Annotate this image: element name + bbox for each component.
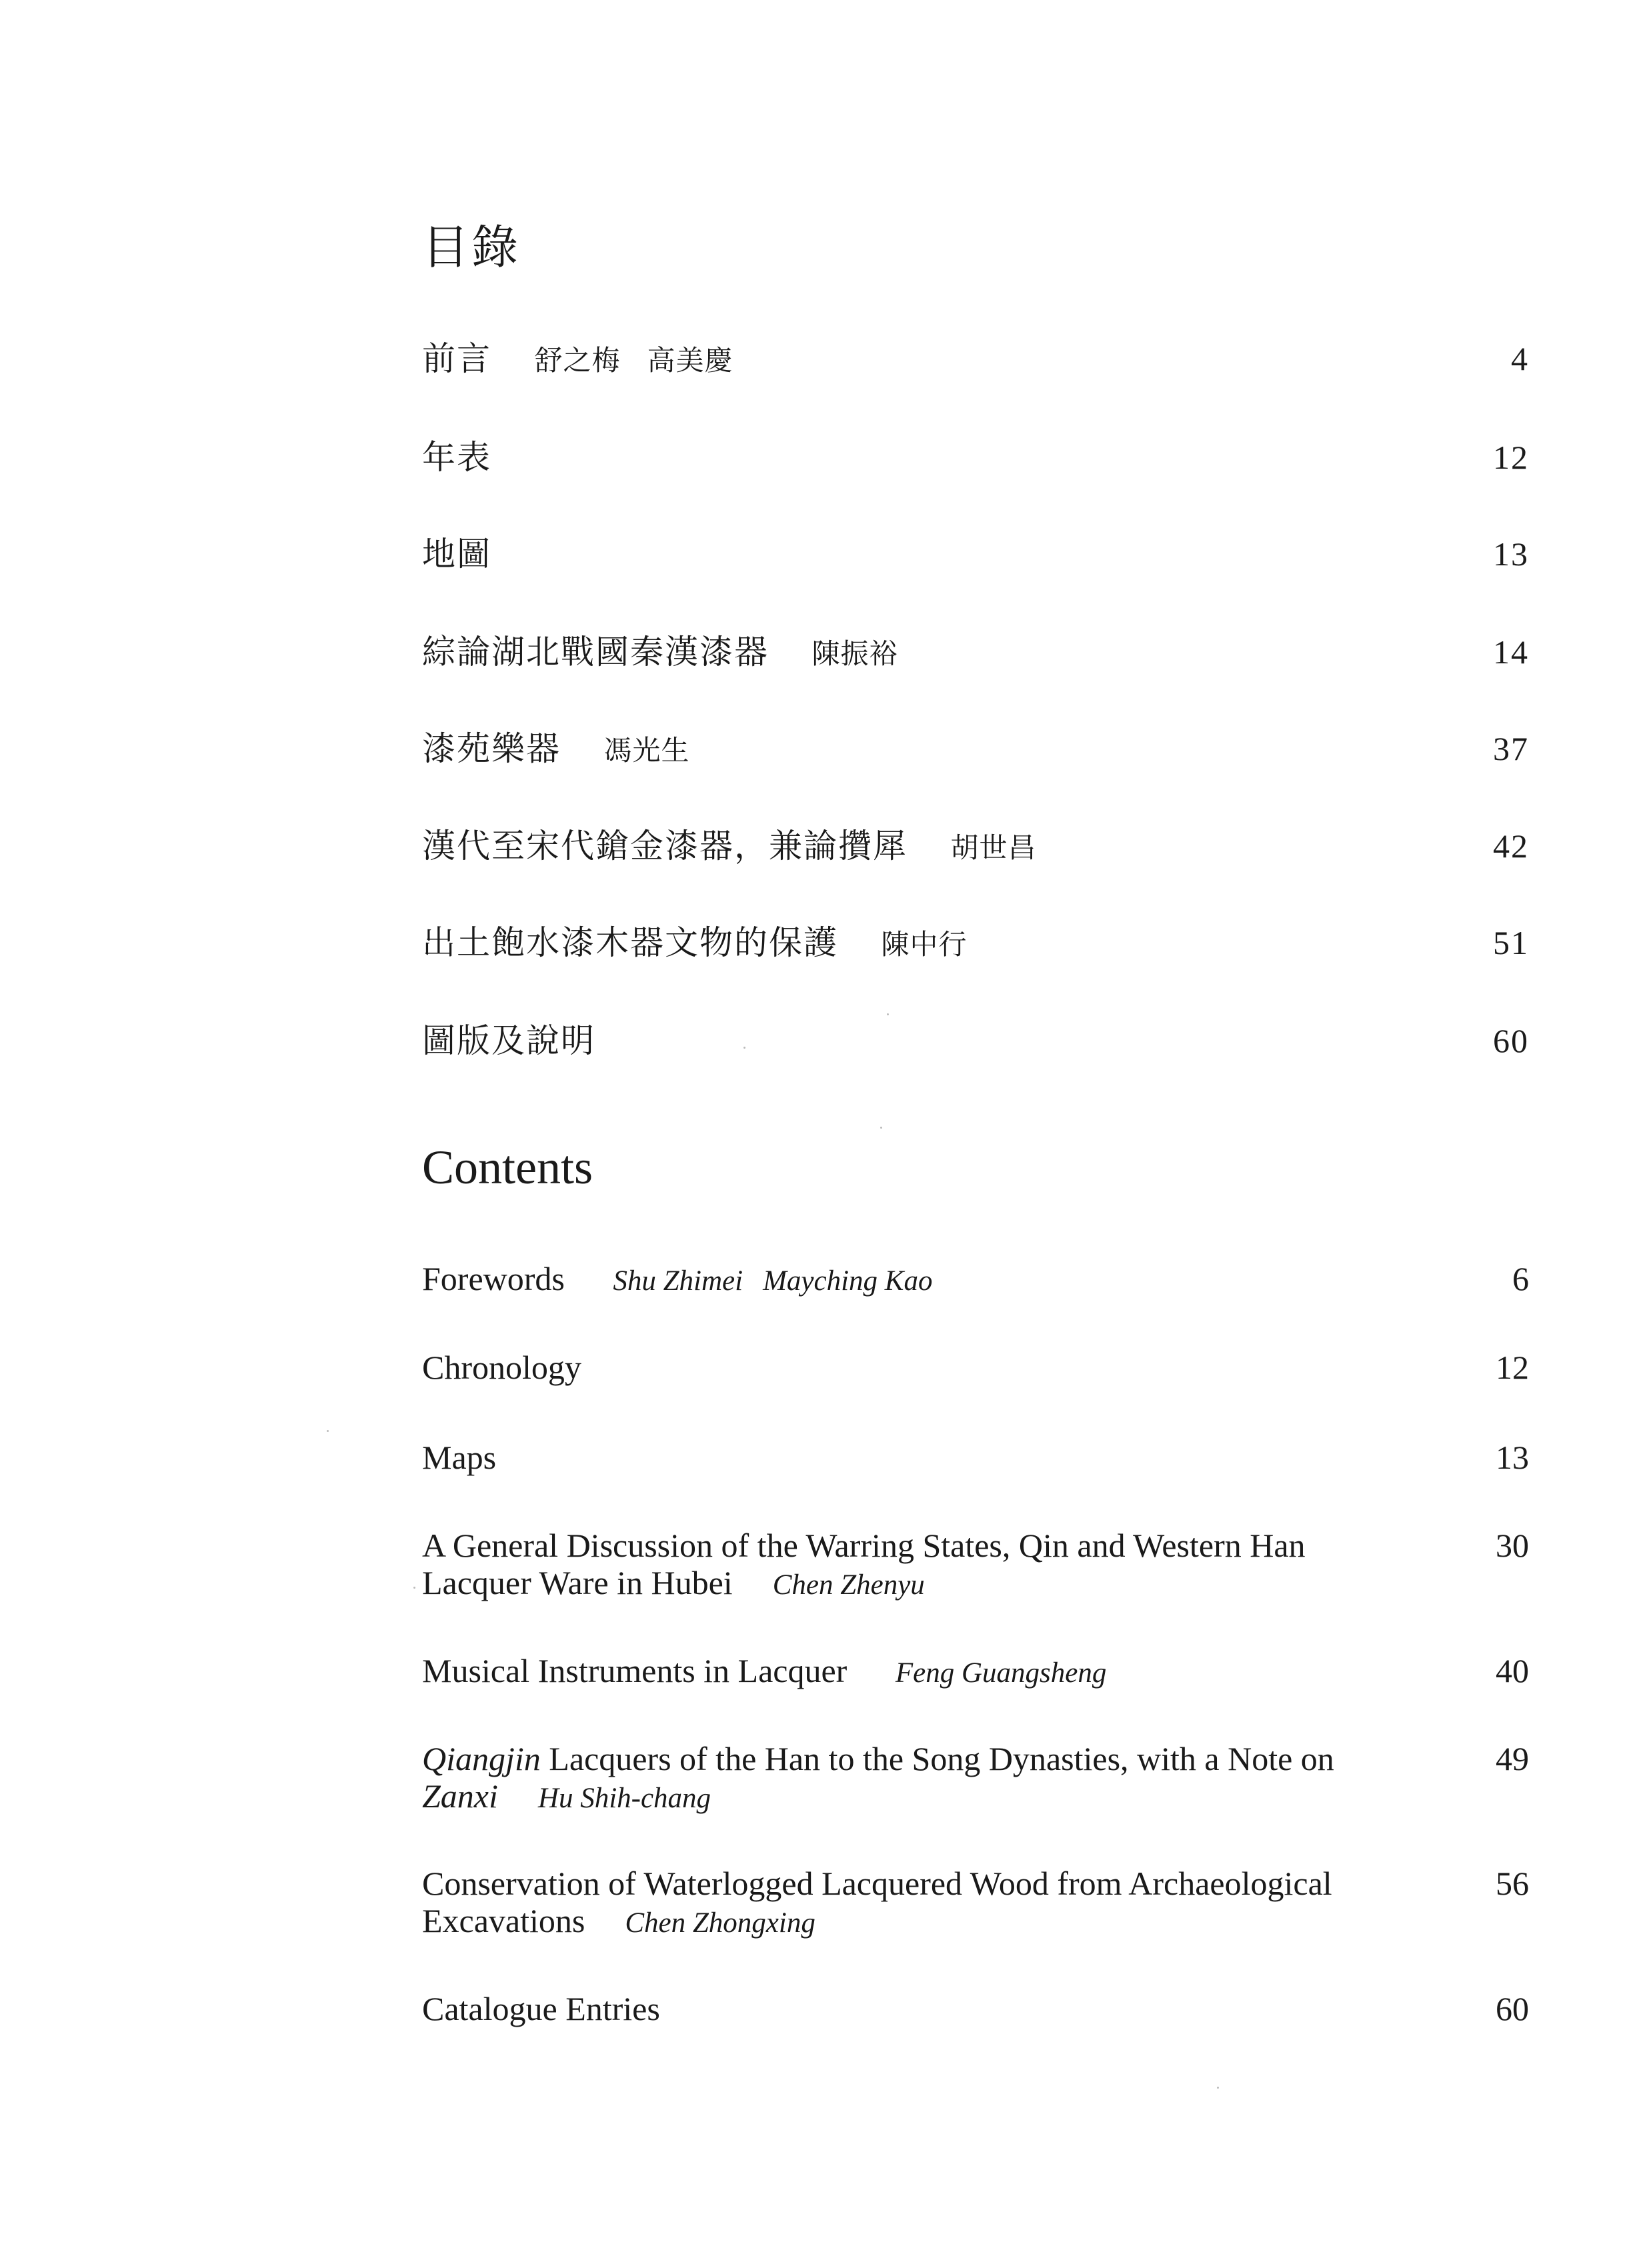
- scan-speck: [880, 1127, 882, 1129]
- en-contents-heading: Contents: [422, 1141, 593, 1194]
- entry-title-line2: [422, 1902, 1382, 1942]
- scan-speck: [887, 1013, 889, 1015]
- zh-entry-qiangjin: [422, 827, 1529, 867]
- en-entry-catalogue: [422, 1990, 1529, 2027]
- entry-title: 漆苑樂器: [422, 730, 561, 767]
- entry-authors: [535, 346, 733, 377]
- entry-page-number: 13: [1496, 1439, 1529, 1476]
- en-entry-conservation: [422, 1865, 1529, 1942]
- zh-entry-chronology: [422, 439, 1529, 476]
- entry-title: Lacquers of the Han to the Song Dynasties, with a Note on: [540, 1740, 1334, 1777]
- author-name: Chen Zhenyu: [772, 1569, 925, 1601]
- en-entry-maps: [422, 1439, 1529, 1476]
- entry-page-number: 37: [1493, 730, 1529, 767]
- entry-title-block: [422, 1527, 1382, 1604]
- author-name: Mayching Kao: [763, 1265, 933, 1297]
- entry-page-number: 51: [1493, 924, 1529, 961]
- author-name: 高美慶: [647, 346, 733, 377]
- entry-title: Conservation of Waterlogged Lacquered Wood from Archaeological: [422, 1865, 1332, 1902]
- entry-title-line2: [422, 1777, 1382, 1817]
- entry-authors: [613, 1265, 932, 1297]
- entry-page-number: 40: [1496, 1652, 1529, 1689]
- author-name: Chen Zhongxing: [625, 1907, 815, 1939]
- scan-speck: [1217, 2087, 1219, 2089]
- entry-title: 前言: [422, 340, 491, 377]
- entry-title: 出土飽水漆木器文物的保護: [422, 924, 838, 961]
- entry-title: Musical Instruments in Lacquer: [422, 1652, 848, 1689]
- entry-authors: [812, 639, 898, 670]
- author-name: Feng Guangsheng: [895, 1657, 1107, 1689]
- entry-title: A General Discussion of the Warring States, Qin and Western Han: [422, 1527, 1306, 1564]
- en-entry-chronology: [422, 1349, 1529, 1386]
- author-name: 胡世昌: [950, 833, 1037, 864]
- entry-authors: [604, 736, 690, 767]
- entry-title: Maps: [422, 1439, 497, 1476]
- entry-title: Chronology: [422, 1349, 581, 1386]
- entry-title-italic-term: Qiangjin: [422, 1740, 541, 1777]
- entry-page-number: 6: [1512, 1260, 1529, 1297]
- entry-page-number: 42: [1493, 827, 1529, 865]
- entry-title: 年表: [422, 439, 491, 476]
- scan-speck: [743, 1047, 745, 1049]
- entry-title: 綜論湖北戰國秦漢漆器: [422, 633, 769, 671]
- entry-title-continued: Excavations: [422, 1902, 585, 1939]
- entry-title-italic-term: Zanxi: [422, 1777, 498, 1815]
- entry-page-number: 60: [1496, 1990, 1529, 2027]
- author-name: 馮光生: [603, 736, 690, 767]
- entry-title-continued: Lacquer Ware in Hubei: [422, 1564, 733, 1601]
- entry-title-block: [422, 1865, 1382, 1942]
- entry-title: 漢代至宋代鎗金漆器，兼論攢犀: [422, 827, 908, 865]
- zh-entry-catalogue: [422, 1022, 1529, 1059]
- author-name: 舒之梅: [534, 346, 621, 377]
- zh-entry-foreword: [422, 340, 1529, 380]
- en-entry-general-discussion: [422, 1527, 1529, 1604]
- entry-page-number: 49: [1496, 1740, 1529, 1777]
- zh-entry-general-discussion: [422, 633, 1529, 673]
- author-name: 陳中行: [881, 930, 968, 961]
- entry-page-number: 12: [1496, 1349, 1529, 1386]
- entry-title: Forewords: [422, 1260, 565, 1297]
- entry-page-number: 12: [1493, 439, 1529, 476]
- entry-page-number: 60: [1493, 1022, 1529, 1059]
- entry-page-number: 13: [1493, 535, 1529, 573]
- author-name: Hu Shih-chang: [537, 1783, 711, 1814]
- en-entry-qiangjin: [422, 1740, 1529, 1817]
- zh-entry-musical-instruments: [422, 730, 1529, 770]
- entry-title-block: [422, 1740, 1382, 1817]
- entry-page-number: 56: [1496, 1865, 1529, 1902]
- entry-title: 地圖: [422, 535, 491, 573]
- scan-speck: [327, 1430, 329, 1432]
- entry-title-line2: [422, 1564, 1382, 1604]
- scan-speck: [413, 1587, 415, 1589]
- author-name: Shu Zhimei: [613, 1265, 743, 1297]
- entry-page-number: 30: [1496, 1527, 1529, 1564]
- en-entry-forewords: [422, 1260, 1529, 1300]
- entry-page-number: 4: [1511, 340, 1529, 377]
- entry-authors: [882, 930, 968, 961]
- zh-contents-heading: 目錄: [422, 223, 521, 274]
- zh-entry-maps: [422, 535, 1529, 573]
- zh-entry-conservation: [422, 924, 1529, 964]
- en-entry-musical-instruments: [422, 1652, 1529, 1692]
- entry-title: Catalogue Entries: [422, 1990, 660, 2027]
- author-name: 陳振裕: [811, 639, 898, 670]
- entry-title: 圖版及說明: [422, 1022, 595, 1059]
- entry-page-number: 14: [1493, 633, 1529, 671]
- entry-authors: [951, 833, 1037, 864]
